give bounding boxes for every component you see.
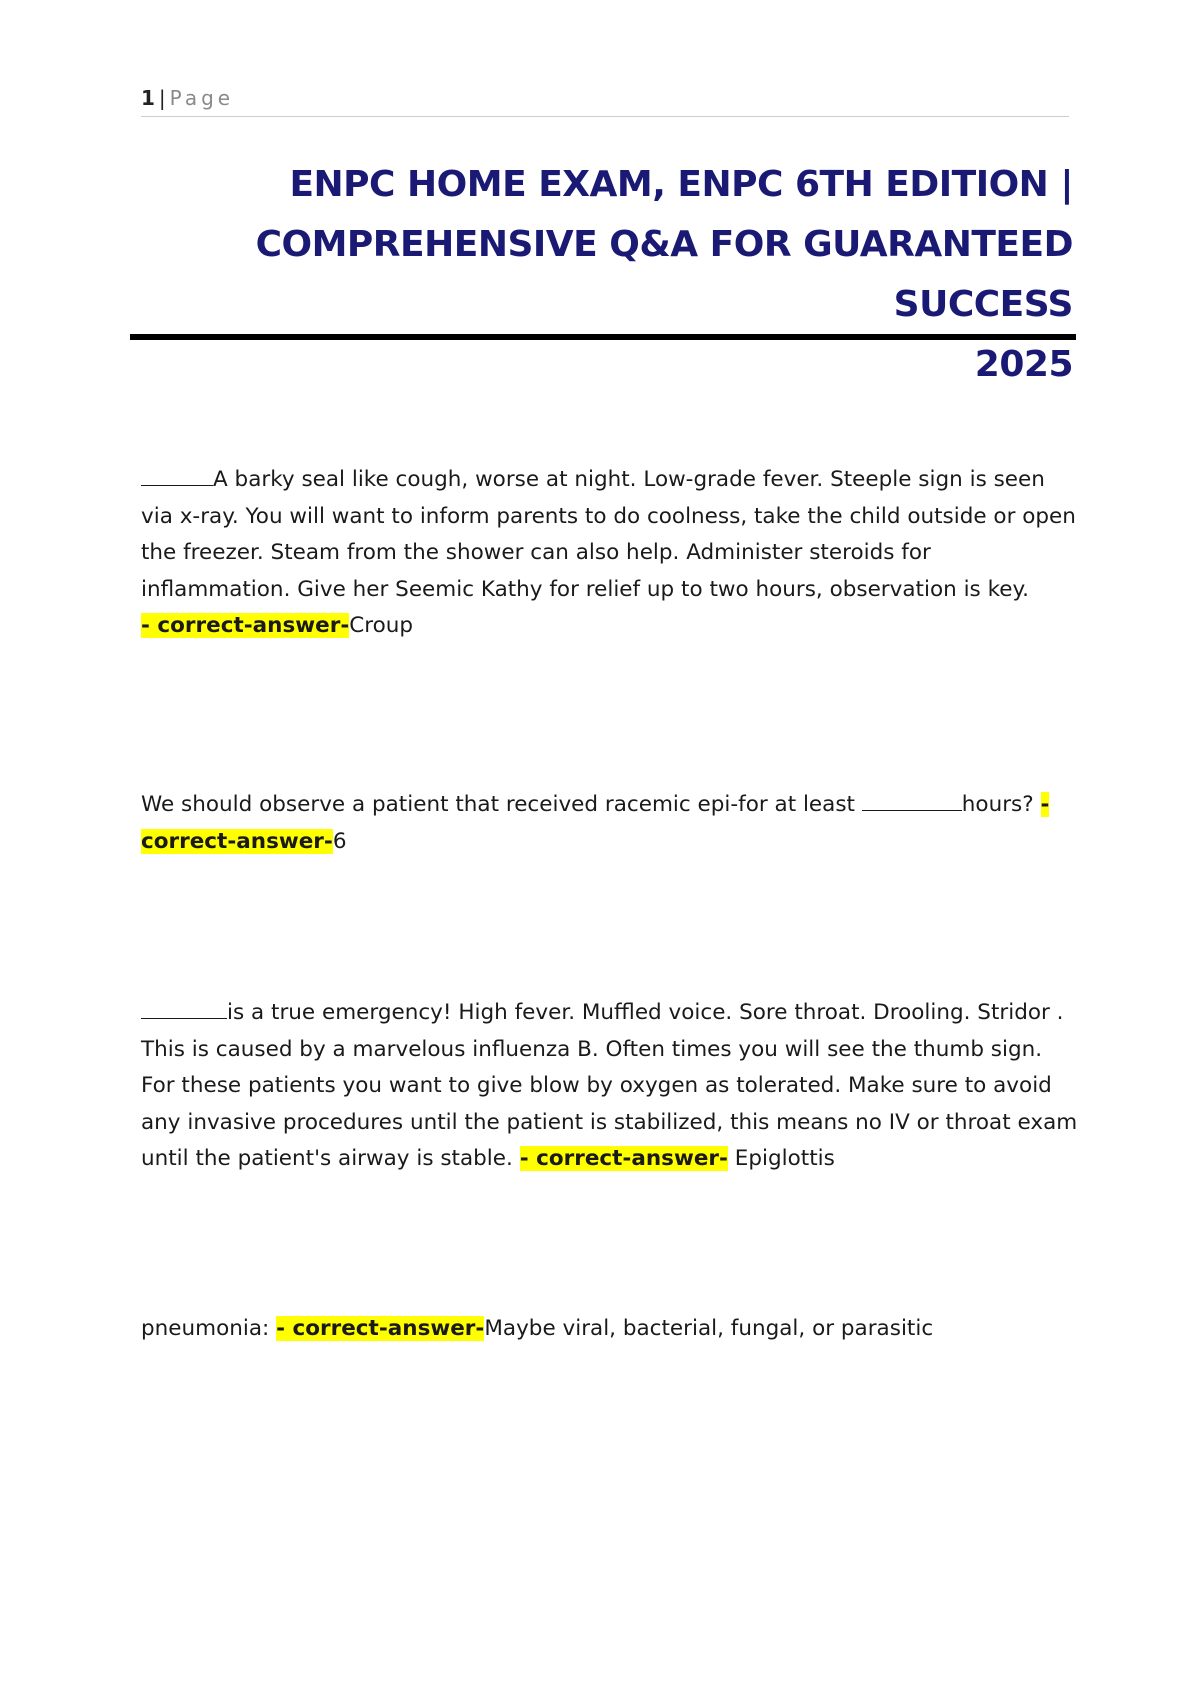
- answer-text: Maybe viral, bacterial, fungal, or parasitic: [484, 1316, 934, 1341]
- question-text: A barky seal like cough, worse at night. Low-grade fever. Steeple sign is seen via x-ray. You will want to inform parents to do coolness, take the child outside or open the freezer. Steam from the shower can also help. Administer steroids for inflammation. Give her Seemic Kathy for relief up to two hours, observation is key.: [141, 467, 1076, 602]
- correct-answer-marker: - correct-answer-: [519, 1146, 728, 1171]
- question-text: pneumonia:: [141, 1316, 270, 1341]
- correct-answer-marker: - correct-answer-: [141, 613, 350, 638]
- page-number: 1: [141, 86, 155, 110]
- question-text-end: hours?: [961, 792, 1034, 817]
- page-label: Page: [169, 86, 235, 110]
- answer-text: Croup: [349, 613, 414, 638]
- title-divider: [130, 334, 1076, 340]
- question-text: is a true emergency! High fever. Muffled voice. Sore throat. Drooling. Stridor . This is caused by a marvelous influenza B. Often times you will see the thumb sign. For these patients you want to give blow by oxygen as tolerated. Make sure to avoid any invasive procedures until the patient is stabilized, this means no IV or throat exam until the patient's airway is stable.: [141, 1000, 1078, 1171]
- correct-answer-marker: - correct-answer-: [141, 792, 1050, 854]
- answer-blank: [141, 996, 227, 1019]
- answer-text: Epiglottis: [734, 1146, 835, 1171]
- question-text: We should observe a patient that received racemic epi-for at least: [141, 792, 862, 817]
- title-line-1: ENPC HOME EXAM, ENPC 6TH EDITION |: [289, 164, 1073, 205]
- qa-item: [141, 995, 1081, 1178]
- answer-blank: [862, 788, 962, 811]
- title-line-2: COMPREHENSIVE Q&A FOR GUARANTEED SUCCESS: [255, 224, 1073, 325]
- document-title: [200, 155, 1073, 395]
- correct-answer-marker: - correct-answer-: [276, 1316, 485, 1341]
- qa-item: [141, 462, 1081, 645]
- title-line-3: 2025: [974, 344, 1073, 385]
- qa-item: [141, 787, 1081, 860]
- answer-text: 6: [332, 828, 347, 854]
- page-header: [141, 84, 1069, 117]
- qa-item: [141, 1311, 1081, 1348]
- answer-blank: [141, 463, 213, 486]
- page-separator: |: [158, 86, 166, 110]
